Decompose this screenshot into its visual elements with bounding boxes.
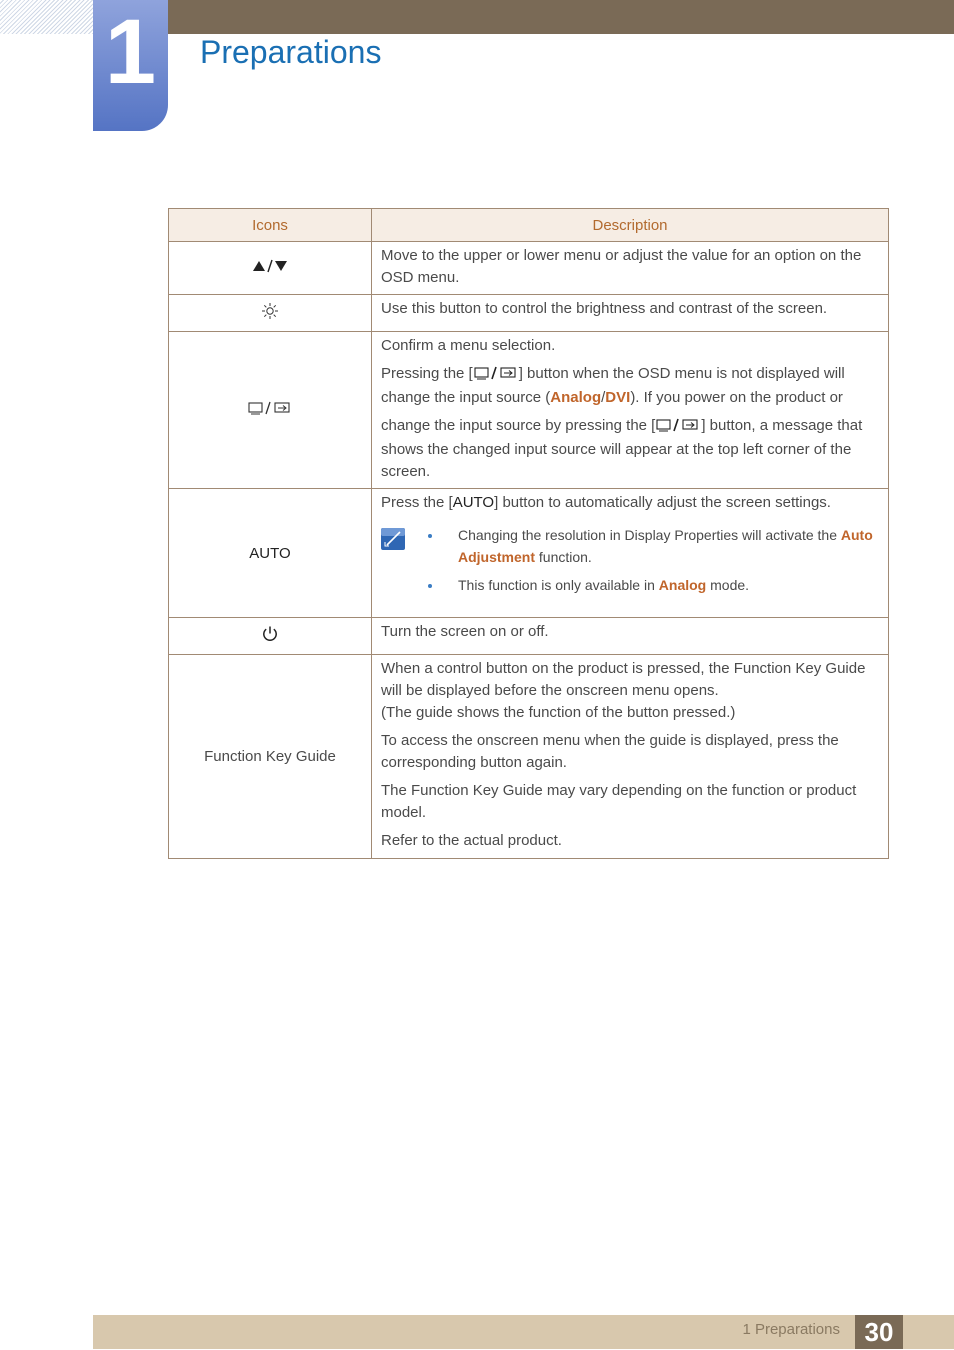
power-icon	[261, 630, 279, 647]
page-number: 30	[855, 1315, 903, 1349]
description-text	[381, 492, 880, 514]
icon-cell	[169, 242, 372, 295]
description-cell	[372, 332, 889, 489]
header-hatch-pattern	[0, 0, 93, 34]
icon-cell	[169, 332, 372, 489]
text-fragment: change the input source by pressing the [	[381, 417, 656, 434]
description-text: (The guide shows the function of the button pressed.)	[381, 704, 736, 721]
description-text: When a control button on the product is pressed, the Function Key Guide will be displayed before the onscreen menu opens.	[381, 660, 866, 699]
list-item	[458, 524, 880, 568]
description-cell	[372, 655, 889, 859]
description-cell	[372, 618, 889, 655]
description-text: Move to the upper or lower menu or adjust the value for an option on the OSD menu.	[381, 247, 862, 286]
description-text: Confirm a menu selection.	[381, 337, 556, 354]
menu-source-icon	[247, 402, 293, 419]
sun-brightness-icon	[261, 307, 279, 324]
description-cell	[372, 489, 889, 618]
text-fragment: function.	[535, 549, 592, 565]
description-cell	[372, 295, 889, 332]
highlight-analog: Analog	[550, 389, 602, 406]
table-header-row	[169, 209, 889, 242]
header-description: Description	[372, 209, 889, 242]
text-fragment: mode.	[706, 577, 750, 593]
text-fragment: Changing the resolution in Display Properties will activate the	[458, 527, 841, 543]
menu-source-icon	[655, 417, 701, 439]
highlight-dvi: DVI	[605, 389, 631, 406]
icon-cell	[169, 618, 372, 655]
text-fragment: ] button, a message that shows the changed input source will appear at the top left corner of the screen.	[381, 417, 863, 480]
description-text	[381, 415, 880, 483]
icon-cell	[169, 295, 372, 332]
auto-label: AUTO	[249, 544, 291, 562]
list-item	[458, 574, 880, 596]
chapter-number-tab	[93, 0, 168, 131]
description-cell	[372, 242, 889, 295]
description-text: Refer to the actual product.	[381, 832, 562, 849]
header-icons: Icons	[169, 209, 372, 242]
header-bar	[93, 0, 954, 34]
description-text	[381, 363, 880, 409]
text-fragment: This function is only available in	[458, 577, 659, 593]
chapter-number: 1	[104, 1, 157, 103]
icon-cell	[169, 489, 372, 618]
note-pencil-icon	[381, 528, 405, 550]
up-down-arrow-icon	[250, 261, 290, 278]
description-text: Turn the screen on or off.	[381, 623, 549, 640]
button-description-table	[168, 208, 889, 859]
text-fragment: ). If you power on the product or	[630, 389, 843, 406]
table-row	[169, 242, 889, 295]
note-box	[381, 524, 880, 608]
footer-section-label: 1 Preparations	[742, 1321, 840, 1338]
description-text: Use this button to control the brightness and contrast of the screen.	[381, 300, 828, 317]
text-fragment: ] button to automatically adjust the screen settings.	[494, 494, 831, 511]
table-row	[169, 295, 889, 332]
text-fragment: Pressing the [	[381, 365, 473, 382]
function-key-guide-label: Function Key Guide	[204, 748, 336, 765]
text-fragment: /	[601, 389, 606, 406]
table-row	[169, 489, 889, 618]
menu-source-icon	[473, 365, 519, 387]
table-row	[169, 655, 889, 859]
auto-button-label: AUTO	[452, 494, 495, 511]
note-list	[405, 524, 880, 602]
chapter-title: Preparations	[200, 34, 382, 70]
highlight-analog: Analog	[658, 577, 707, 593]
description-text: The Function Key Guide may vary depending on the function or product model.	[381, 782, 857, 821]
table-row	[169, 618, 889, 655]
text-fragment: Press the [	[381, 494, 453, 511]
description-text: To access the onscreen menu when the guide is displayed, press the corresponding button again.	[381, 732, 839, 771]
text-fragment: ] button when the OSD menu is not displayed will change the input source (	[381, 365, 845, 406]
icon-cell	[169, 655, 372, 859]
table-row	[169, 332, 889, 489]
highlight-auto-adjustment: Auto Adjustment	[458, 527, 873, 565]
